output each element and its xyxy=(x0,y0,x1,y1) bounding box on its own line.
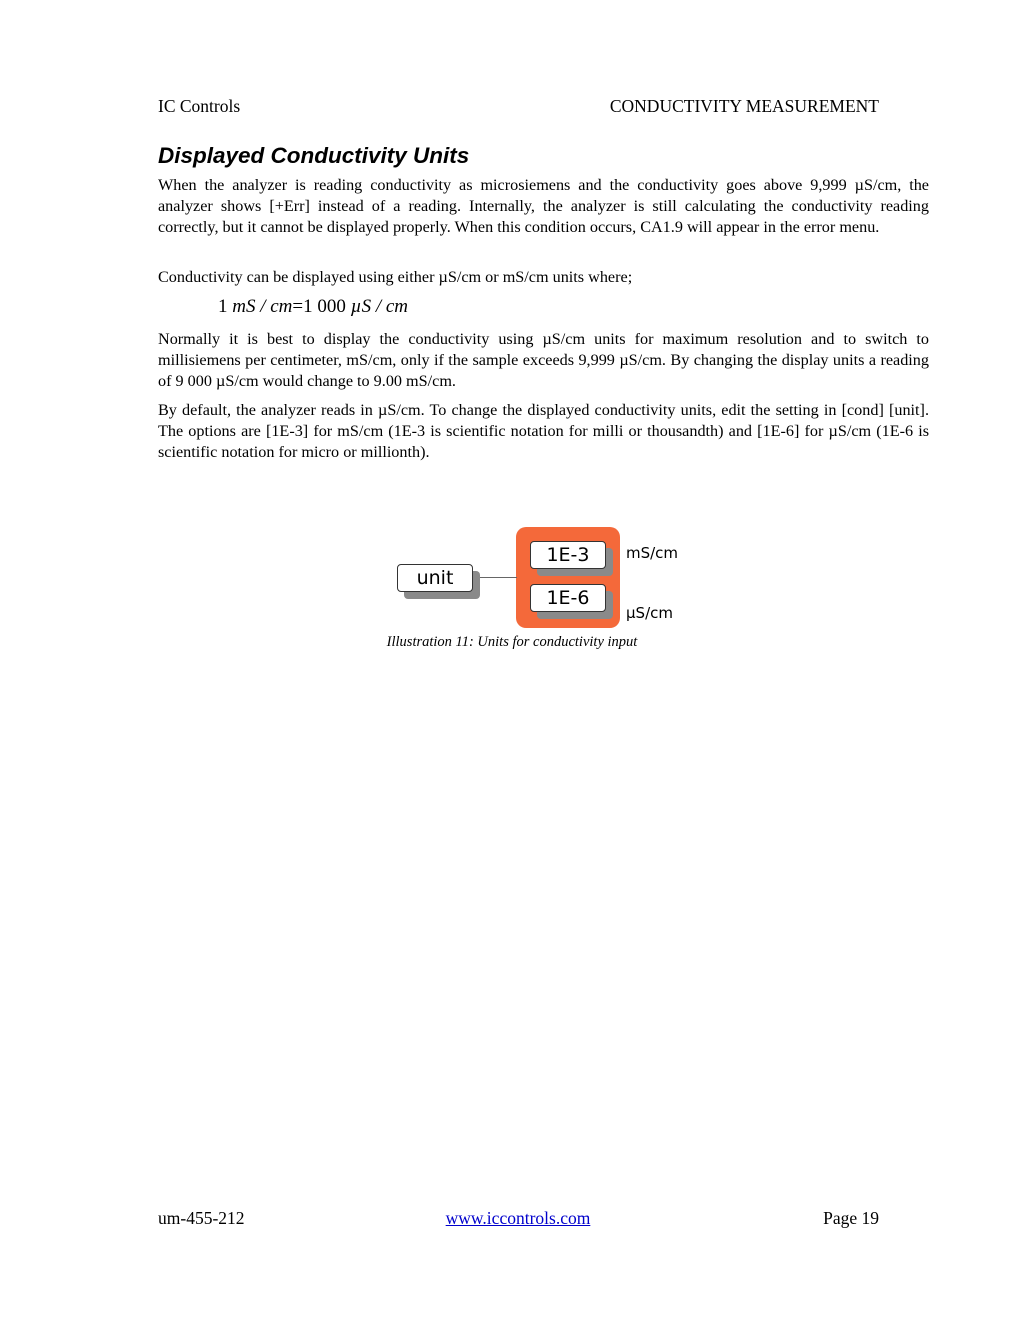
header-left: IC Controls xyxy=(158,96,241,116)
menu-connector-line xyxy=(477,577,517,578)
section-title: Displayed Conductivity Units xyxy=(158,143,470,168)
option-1e3-box: 1E-3 xyxy=(530,541,606,569)
unit-menu-box: unit xyxy=(397,564,473,592)
paragraph-2: Conductivity can be displayed using either µS/cm or mS/cm units where; xyxy=(158,268,633,286)
option-1e6-label: µS/cm xyxy=(626,604,673,622)
paragraph-1: When the analyzer is reading conductivity as microsiemens and the conductivity goes above 9,999 µS/cm, the analyzer shows [+Err] instead of a reading. Internally, the analyzer is still calculating the conductivity reading correctly, but it cannot be displayed properly. When this condition occurs, CA1.9 will appear in the error menu. xyxy=(158,176,929,236)
formula-rhs-number: 1 000 xyxy=(303,296,346,317)
paragraph-4: By default, the analyzer reads in µS/cm. To change the displayed conductivity units, edit the setting in [cond] [unit]. The options are [1E-3] for mS/cm (1E-3 is scientific notation for milli or thousandth) and [1E-6] for µS/cm (1E-6 is scientific notation for micro or millionth). xyxy=(158,401,929,461)
formula-lhs-number: 1 xyxy=(218,296,228,317)
illustration-caption: Illustration 11: Units for conductivity input xyxy=(386,634,638,650)
formula-equals: = xyxy=(292,296,304,317)
unit-formula xyxy=(218,296,408,318)
header-right: CONDUCTIVITY MEASUREMENT xyxy=(609,96,879,116)
footer-website-link[interactable]: www.iccontrols.com xyxy=(445,1208,591,1228)
paragraph-3: Normally it is best to display the conductivity using µS/cm units for maximum resolution and to switch to millisiemens per centimeter, mS/cm, only if the sample exceeds 9,999 µS/cm. By changing the display units a reading of 9 000 µS/cm would change to 9.00 mS/cm. xyxy=(158,330,929,390)
units-menu-diagram xyxy=(380,520,720,640)
option-1e3-label: mS/cm xyxy=(626,544,679,562)
footer-page-number: Page 19 xyxy=(823,1208,879,1228)
formula-lhs-unit: mS / cm xyxy=(232,296,293,317)
footer-document-id: um-455-212 xyxy=(158,1208,245,1228)
option-1e6-box: 1E-6 xyxy=(530,584,606,612)
formula-rhs-unit: µS / cm xyxy=(350,296,409,317)
